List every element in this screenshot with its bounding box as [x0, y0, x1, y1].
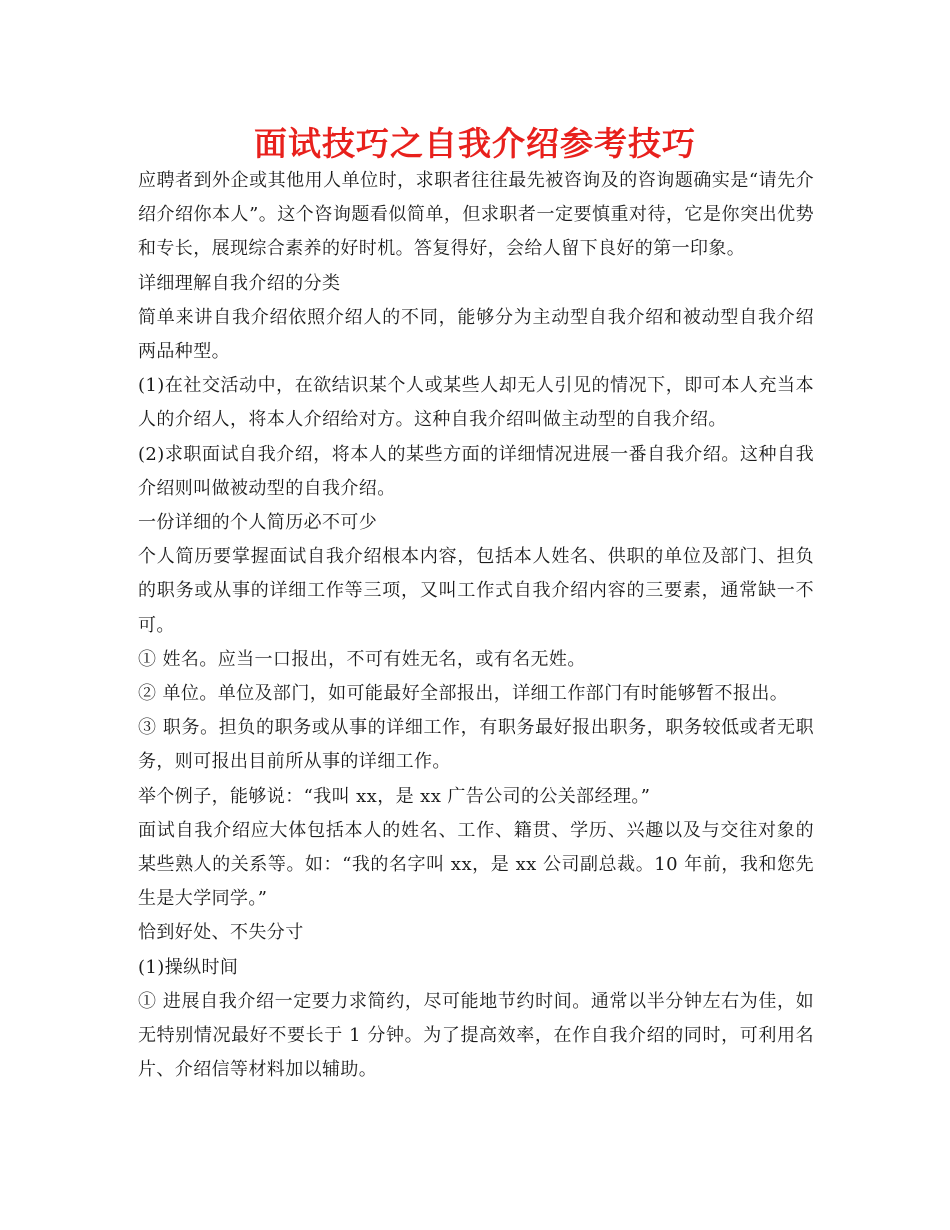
paragraph-intro: 应聘者到外企或其他用人单位时，求职者往往最先被咨询及的咨询题确实是“请先介绍介绍你本人”。这个咨询题看似简单，但求职者一定要慎重对待，它是你突出优势和专长，展现综合素养的好时机。答复得好，会给人留下良好的第一印象。 [138, 170, 814, 260]
paragraph-classification: 简单来讲自我介绍依照介绍人的不同，能够分为主动型自我介绍和被动型自我介绍两品种型。 [138, 306, 814, 363]
subheading-time: (1)操纵时间 [138, 956, 239, 978]
paragraph-content: 面试自我介绍应大体包括本人的姓名、工作、籍贯、学历、兴趣以及与交往对象的某些熟人的关系等。如：“我的名字叫 xx，是 xx 公司副总裁。10 年前，我和您先生是大学同学。” [138, 819, 814, 910]
heading-classification: 详细理解自我介绍的分类 [138, 272, 341, 294]
paragraph-active-type: (1)在社交活动中，在欲结识某个人或某些人却无人引见的情况下，即可本人充当本人的介绍人，将本人介绍给对方。这种自我介绍叫做主动型的自我介绍。 [138, 375, 814, 431]
document-title: 面试技巧之自我介绍参考技巧 [254, 124, 696, 163]
list-item-name: ① 姓名。应当一口报出，不可有姓无名，或有名无姓。 [138, 648, 586, 670]
document-body [138, 164, 814, 1087]
heading-appropriate: 恰到好处、不失分寸 [138, 922, 304, 944]
list-item-unit: ② 单位。单位及部门，如可能最好全部报出，详细工作部门有时能够暂不报出。 [138, 683, 789, 705]
paragraph-example: 举个例子，能够说：“我叫 xx，是 xx 广告公司的公关部经理。” [138, 785, 651, 807]
list-item-position: ③ 职务。担负的职务或从事的详细工作，有职务最好报出职务，职务较低或者无职务，则可报出目前所从事的详细工作。 [138, 717, 814, 773]
heading-resume: 一份详细的个人简历必不可少 [138, 512, 378, 534]
paragraph-passive-type: (2)求职面试自我介绍，将本人的某些方面的详细情况进展一番自我介绍。这种自我介绍则叫做被动型的自我介绍。 [138, 443, 814, 499]
paragraph-resume: 个人简历要掌握面试自我介绍根本内容，包括本人姓名、供职的单位及部门、担负的职务或从事的详细工作等三项，又叫工作式自我介绍内容的三要素，通常缺一不可。 [138, 546, 814, 636]
paragraph-time: ① 进展自我介绍一定要力求简约，尽可能地节约时间。通常以半分钟左右为佳，如无特别情况最好不要长于 1 分钟。为了提高效率，在作自我介绍的同时，可利用名片、介绍信等材料加以辅助。 [138, 990, 814, 1081]
